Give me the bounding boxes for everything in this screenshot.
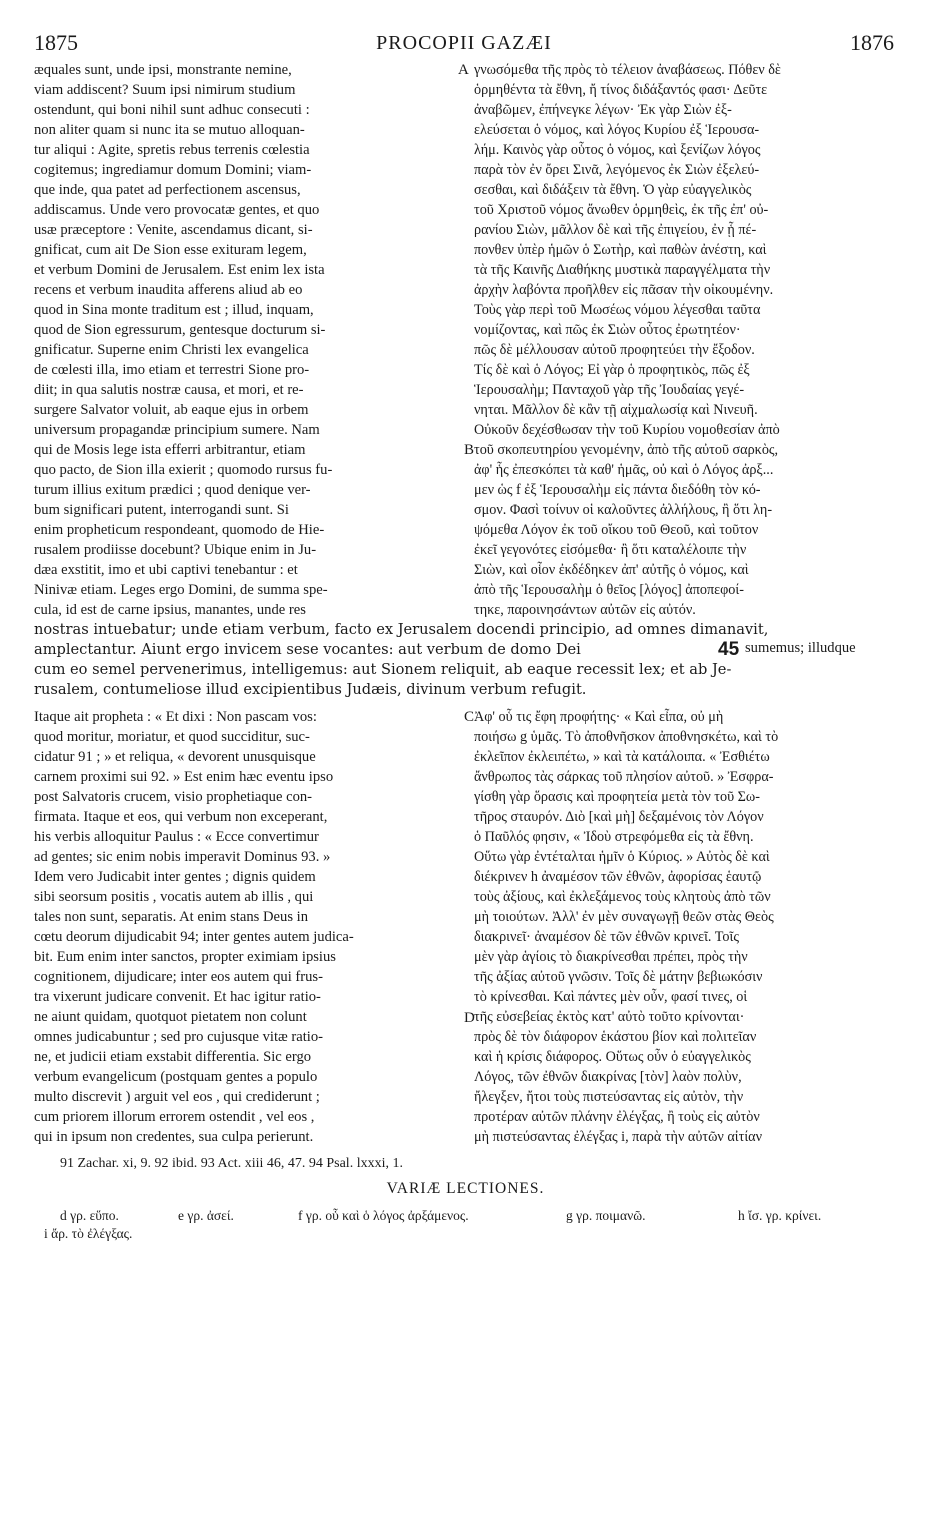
full-width-text <box>34 620 900 700</box>
greek-text-line: μὴ τοιούτων. Ἀλλ' ἐν μὲν συναγωγῇ θεῶν στὰς Θεὸς <box>474 909 774 925</box>
column-number: 45 <box>718 639 740 660</box>
greek-text-line: Οὕτω γὰρ ἐντέταλται ἡμῖν ὁ Κύριος. » Αὐτὸς δὲ καὶ <box>474 849 770 865</box>
latin-text-line: viam addiscent? Suum ipsi nimirum studium <box>34 82 296 98</box>
greek-text-line: διακρινεῖ· ἀναμέσον δὲ τῶν ἐθνῶν κρινεῖ. Τοῖς <box>474 929 739 945</box>
latin-text-line: Ninivæ etiam. Leges ergo Domini, de summa spe- <box>34 582 328 598</box>
greek-text-line: τὸ κρίνεσθαι. Καὶ πάντες μὲν οὖν, φασί τινες, οἱ <box>474 989 748 1005</box>
latin-text-line: universum propagandæ principium sumere. Nam <box>34 422 320 438</box>
greek-text-line: μεν ὡς f ἐξ Ἱερουσαλὴμ εἰς πάντα διεδόθη τὸν κό- <box>474 482 761 498</box>
full-width-line: nostras intuebatur; unde etiam verbum, facto ex Jerusalem docendi principio, ad omnes dimanavit, <box>34 621 769 638</box>
greek-text-line: προτέραν αὐτῶν πλάνην ἐλέγξας, ἢ τοὺς εἰς αὐτὸν <box>474 1109 760 1125</box>
greek-text-line: σμον. Φασὶ τοίνυν οἱ καλοῦντες ἀλλήλους, ἢ ὅτι λη- <box>474 502 773 518</box>
latin-text-line: et verbum Domini de Jerusalem. Est enim lex ista <box>34 262 325 278</box>
greek-text-line: μὴ πιστεύσαντας ἐλέγξας i, παρὰ τὴν αὐτῶν αἰτίαν <box>474 1129 762 1145</box>
greek-text-line: ἀφ' ἧς ἐπεσκόπει τὰ καθ' ἡμᾶς, οὐ καὶ ὁ Λόγος ἀρξ... <box>474 462 774 478</box>
latin-text-line: post Salvatoris crucem, visio prophetiaque con- <box>34 789 313 805</box>
scripture-footnotes: 91 Zachar. xi, 9. 92 ibid. 93 Act. xiii 46, 47. 94 Psal. lxxxi, 1. <box>60 1156 403 1171</box>
latin-text-line: qui de Mosis lege ista efferri arbitrantur, etiam <box>34 442 306 458</box>
latin-text-line: de cœlesti illa, imo etiam et terrestri Sione pro- <box>34 362 310 378</box>
greek-text-line: νομίζοντας, καὶ πῶς ἐκ Σιὼν οὗτος ἐρωτητέον· <box>474 322 741 338</box>
latin-text-line: turum illius exitum prædici ; quod denique ver- <box>34 482 311 498</box>
variant-i: i ἄρ. τὸ ἐλέγξας. <box>44 1226 133 1241</box>
greek-text-line: Ἱερουσαλὴμ; Πανταχοῦ γὰρ τῆς Ἰουδαίας γεγέ- <box>474 382 745 398</box>
latin-text-line: ad gentes; sic enim nobis imperavit Dominus 93. » <box>34 849 331 865</box>
greek-text-line: ποιήσω g ὑμᾶς. Τὸ ἀποθνῆσκον ἀποθνησκέτω, καὶ τὸ <box>474 729 779 745</box>
greek-text-line: ἄνθρωπος τὰς σάρκας τοῦ πλησίον αὐτοῦ. » Ἐσφρα- <box>474 769 774 785</box>
greek-text-line: γίσθη γὰρ ὅρασις καὶ προφητεία μετὰ τὸν τοῦ Σω- <box>474 789 760 805</box>
greek-text-line: ρανίου Σιὼν, μᾶλλον δὲ καὶ τῆς ἐπιγείου, ἐν ᾗ πέ- <box>474 222 757 238</box>
greek-text-line: διέκρινεν h ἀναμέσον τῶν ἐθνῶν, ἀφορίσας ἑαυτῷ <box>474 869 762 885</box>
greek-text-line: ἐκεῖ γεγονότες εἰσόμεθα· ἢ ὅτι καταλέλοιπε τὴν <box>474 542 747 558</box>
greek-text-line: ἀναβῶμεν, ἐπήνεγκε λέγων· Ἐκ γὰρ Σιὼν ἐξ- <box>474 102 732 118</box>
latin-text-line: sibi seorsum positis , vocatis autem ab illis , qui <box>34 889 314 905</box>
page-header <box>34 30 894 58</box>
latin-text-line: dæa exstitit, imo et ubi captivi tenebantur : et <box>34 562 298 578</box>
greek-text-line: νηται. Μᾶλλον δὲ κἂν τῇ αἰχμαλωσίᾳ καὶ Νινευῆ. <box>474 402 758 418</box>
latin-text-line: omnes judicabuntur ; sed pro cujusque vitæ ratio- <box>34 1029 323 1045</box>
greek-text-line: ἀπὸ τῆς Ἱερουσαλὴμ ὁ θεῖος [λόγος] ἀποπεφοί- <box>474 582 744 598</box>
greek-column-block1 <box>474 60 900 620</box>
greek-text-line: καὶ ἡ κρίσις διάφορος. Οὕτως οὖν ὁ εὐαγγελικὸς <box>474 1049 751 1065</box>
latin-text-line: qui in ipsum non credentes, sua culpa perierunt. <box>34 1129 314 1145</box>
greek-text-line: Ἀφ' οὗ τις ἔφη προφήτης· « Καὶ εἶπα, οὐ μὴ <box>474 709 724 725</box>
latin-text-line: ostendunt, qui boni nihil sunt adhuc consecuti : <box>34 102 310 118</box>
latin-text-line: tales non sunt, separatis. At enim stans Deus in <box>34 909 309 925</box>
full-width-tail: sumemus; illudque <box>745 640 856 656</box>
latin-text-line: quod moritur, moriatur, et quod succiditur, suc- <box>34 729 310 745</box>
greek-text-line: τῆρος σταυρόν. Διὸ [καὶ μὴ] δεξαμένοις τὸν Λόγον <box>474 809 764 825</box>
greek-column-block2 <box>474 707 900 1147</box>
greek-text-line: τὰ τῆς Καινῆς Διαθήκης μυστικὰ παραγγέλματα τὴν <box>474 262 771 278</box>
running-title: PROCOPII GAZÆI <box>376 32 552 54</box>
variant-e: e γρ. ἀσεί. <box>178 1208 234 1223</box>
greek-text-line: παρὰ τὸν ἐν ὄρει Σινᾶ, λεγόμενος ἐκ Σιὼν ἐξελεύ- <box>474 162 760 178</box>
greek-text-line: τῆς εὐσεβείας ἐκτὸς κατ' αὐτὸ τοῦτο κρίνονται· <box>474 1009 745 1025</box>
greek-text-line: Σιὼν, καὶ οἷον ἐκδέδηκεν ἀπ' αὐτῆς ὁ νόμος, καὶ <box>474 562 749 578</box>
latin-text-line: ne aiunt quidam, quotquot pietatem non colunt <box>34 1009 307 1025</box>
greek-text-line: τῆς ἀξίας αὐτοῦ γνῶσιν. Τοῖς δὲ μάτην βεβιωκόσιν <box>474 969 763 985</box>
latin-text-line: addiscamus. Unde vero provocatæ gentes, et quo <box>34 202 320 218</box>
variae-lectiones-title: VARIÆ LECTIONES. <box>386 1180 545 1197</box>
latin-text-line: que inde, qua patet ad perfectionem ascensus, <box>34 182 301 198</box>
latin-text-line: non aliter quam si nunc ita se mutuo alloquan- <box>34 122 305 138</box>
latin-text-line: gnificatur. Superne enim Christi lex evangelica <box>34 342 309 358</box>
latin-text-line: cula, id est de carne ipsius, manantes, unde res <box>34 602 306 618</box>
latin-text-line: quod de Sion egressurum, gentesque docturum si- <box>34 322 326 338</box>
greek-text-line: Οὐκοῦν δεχέσθωσαν τὴν τοῦ Κυρίου νομοθεσίαν ἀπὸ <box>474 422 780 438</box>
latin-text-line: cogitemus; ingrediamur domum Domini; viam- <box>34 162 312 178</box>
greek-text-line: πονθεν ὑπὲρ ἡμῶν ὁ Σωτὴρ, καὶ παθὼν ἀνέστη, καὶ <box>474 242 767 258</box>
latin-text-line: tur aliqui : Agite, spretis rebus terrenis cœlestia <box>34 142 310 158</box>
greek-text-line: σεσθαι, καὶ διδάξειν τὰ ἔθνη. Ὁ γὰρ εὐαγγελικὸς <box>474 182 752 198</box>
full-width-line: cum eo semel pervenerimus, intelligemus: aut Sionem reliquit, ab eaque recessit lex; et ab Je- <box>34 661 732 678</box>
greek-text-line: τοῦ Χριστοῦ νόμος ἄνωθεν ὁρμηθεὶς, ἐκ τῆς ἐπ' οὐ- <box>474 202 769 218</box>
latin-text-line: surgere Salvator voluit, ab eaque ejus in orbem <box>34 402 309 418</box>
latin-text-line: quo pacto, de Sion illa exierit ; quomodo rursus fu- <box>34 462 333 478</box>
latin-text-line: verbum evangelicum (postquam gentes a populo <box>34 1069 318 1085</box>
latin-text-line: æquales sunt, unde ipsi, monstrante nemine, <box>34 62 292 78</box>
section-marker-d: D <box>464 1010 475 1026</box>
greek-text-line: λήμ. Καινὸς γὰρ οὗτος ὁ νόμος, καὶ ξενίζων λόγος <box>474 142 761 158</box>
page-number-left: 1875 <box>34 30 78 55</box>
greek-text-line: γνωσόμεθα τῆς πρὸς τὸ τέλειον ἀναβάσεως. Πόθεν δὲ <box>474 62 781 78</box>
greek-text-line: πρὸς δὲ τὸν διάφορον ἑκάστου βίον καὶ πολιτεῖαν <box>474 1029 757 1045</box>
latin-text-line: firmata. Itaque et eos, qui verbum non exceperant, <box>34 809 328 825</box>
greek-text-line: ἐκλεῖπον ἐκλειπέτω, » καὶ τὰ κατάλοιπα. « Ἐσθιέτω <box>474 749 770 765</box>
latin-text-line: cœtu deorum dijudicabit 94; inter gentes autem judica- <box>34 929 354 945</box>
latin-text-line: Itaque ait propheta : « Et dixi : Non pascam vos: <box>34 709 317 725</box>
latin-text-line: cum priorem illorum errorem ostendit , vel eos , <box>34 1109 315 1125</box>
latin-text-line: quod in Sina monte traditum est ; illud, inquam, <box>34 302 314 318</box>
latin-text-line: diit; in qua salutis nostræ causa, et mori, et re- <box>34 382 304 398</box>
greek-text-line: Τίς δὲ καὶ ὁ Λόγος; Εἰ γὰρ ὁ προφητικὸς, πῶς ἐξ <box>474 362 750 378</box>
latin-text-line: tra vixerunt judicare convenit. Et hac igitur ratio- <box>34 989 321 1005</box>
latin-text-line: cidatur 91 ; » et reliqua, « devorent unusquisque <box>34 749 316 765</box>
greek-text-line: τηκε, παροινησάντων αὐτῶν εἰς αὐτόν. <box>474 602 696 618</box>
latin-text-line: recens et verbum inaudita afferens aliud ab eo <box>34 282 303 298</box>
latin-column-block1 <box>34 60 462 620</box>
latin-text-line: rusalem prodiisse docebunt? Ubique enim in Ju- <box>34 542 317 558</box>
greek-text-line: ἤλεγξεν, ἤτοι τοὺς πιστεύσαντας εἰς αὐτὸν, τὴν <box>474 1089 744 1105</box>
variant-f: f γρ. οὗ καὶ ὁ λόγος ἀρξάμενος. <box>298 1208 469 1223</box>
variant-h: h ἴσ. γρ. κρίνει. <box>738 1208 822 1223</box>
greek-text-line: Τοὺς γὰρ περὶ τοῦ Μωσέως νόμου λέγεσθαι ταῦτα <box>474 302 761 318</box>
section-marker-b: B <box>464 442 475 458</box>
latin-text-line: multo discrevit ) arguit vel eos , qui crediderunt ; <box>34 1089 320 1105</box>
latin-text-line: enim propheticum respondeant, quomodo de Hie- <box>34 522 325 538</box>
greek-text-line: τοῦ σκοπευτηρίου γενομένην, ἀπὸ τῆς αὐτοῦ σαρκὸς, <box>474 442 779 458</box>
greek-text-line: ψόμεθα Λόγον ἐκ τοῦ οἴκου τοῦ Θεοῦ, καὶ τοῦτον <box>474 522 759 538</box>
page-number-right: 1876 <box>850 30 894 55</box>
latin-text-line: bum significari putent, interrogandi sunt. Si <box>34 502 289 518</box>
greek-text-line: ἀρχὴν λαβόντα προῆλθεν εἰς πᾶσαν τὴν οἰκουμένην. <box>474 282 774 298</box>
latin-text-line: cognitionem, dijudicare; inter eos autem qui frus- <box>34 969 323 985</box>
section-marker-a: A <box>458 62 469 78</box>
greek-text-line: ελεύσεται ὁ νόμος, καὶ λόγος Κυρίου ἐξ Ἱερουσα- <box>474 122 760 138</box>
latin-column-block2 <box>34 707 462 1147</box>
latin-text-line: ne, et judicii etiam exstabit differentia. Sic ergo <box>34 1049 312 1065</box>
latin-text-line: Idem vero Judicabit inter gentes ; dignis quidem <box>34 869 316 885</box>
greek-text-line: τοὺς ἀξίους, καὶ ἐκλεξάμενος τοὺς κλητοὺς ἀπὸ τῶν <box>474 889 771 905</box>
greek-text-line: ὁ Παῦλός φησιν, « Ἰδοὺ στρεφόμεθα εἰς τὰ ἔθνη. <box>474 829 754 845</box>
greek-text-line: μὲν γὰρ ἁγίοις τὸ διακρίνεσθαι πρέπει, πρὸς τὴν <box>474 949 748 965</box>
section-marker-c: C <box>464 709 475 725</box>
variant-d: d γρ. εὕπο. <box>60 1208 119 1223</box>
greek-text-line: πῶς δὲ μέλλουσαν αὐτοῦ προφητεύει τὴν ἔξοδον. <box>474 342 755 358</box>
latin-text-line: bit. Eum enim inter sanctos, propter eximiam ipsius <box>34 949 336 965</box>
greek-text-line: ὁρμηθέντα τὰ ἔθνη, ἤ τίνος διδάξαντός φασι· Δεῦτε <box>474 82 768 98</box>
latin-text-line: his verbis alloquitur Paulus : « Ecce convertimur <box>34 829 319 845</box>
latin-text-line: usæ præceptore : Venite, ascendamus dicant, si- <box>34 222 313 238</box>
latin-text-line: gnificat, cum ait De Sion esse exituram legem, <box>34 242 307 258</box>
greek-text-line: Λόγος, τῶν ἐθνῶν διακρίνας [τὸν] λαὸν πολὺν, <box>474 1069 742 1085</box>
full-width-line: amplectantur. Aiunt ergo invicem sese vocantes: aut verbum de domo Dei <box>34 641 581 658</box>
full-width-line: rusalem, contumeliose illud excipientibus Judæis, divinum verbum refugit. <box>34 681 587 698</box>
variant-g: g γρ. ποιμανῶ. <box>566 1208 646 1223</box>
latin-text-line: carnem proximi sui 92. » Est enim hæc eventu ipso <box>34 769 334 785</box>
